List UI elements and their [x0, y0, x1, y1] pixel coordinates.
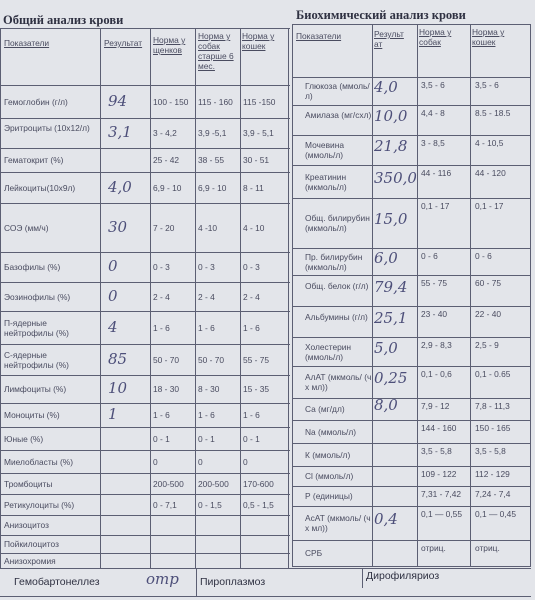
- row-line: [292, 165, 531, 166]
- row-line: [0, 494, 290, 495]
- row-line: [292, 506, 531, 507]
- right-row-norm-dog: 2,9 - 8,3: [421, 340, 452, 350]
- right-row-result: 10,0: [374, 107, 408, 125]
- right-row-name: Cl (ммоль/л): [305, 471, 354, 481]
- left-row-norm-dog: 38 - 55: [198, 155, 225, 165]
- column-line: [150, 28, 151, 568]
- right-row-norm-dog: 3,5 - 5,8: [421, 446, 452, 456]
- left-row-name: Гемоглобин (г/л): [4, 97, 68, 107]
- row-line: [292, 443, 531, 444]
- left-row-norm-dog: 200-500: [198, 479, 229, 489]
- left-row-name: Миелобласты (%): [4, 457, 74, 467]
- left-row-norm-puppy: 0 - 1: [153, 434, 170, 444]
- row-line: [0, 568, 531, 569]
- left-row-result: 85: [108, 350, 128, 368]
- left-row-norm-puppy: 0 - 3: [153, 262, 170, 272]
- right-row-name: Na (ммоль/л): [305, 427, 357, 437]
- row-line: [292, 566, 531, 567]
- left-row-name: С-ядерные нейтрофилы (%): [4, 350, 69, 370]
- right-row-name: Глюкоза (ммоль/л): [305, 81, 370, 101]
- row-line: [0, 148, 290, 149]
- left-row-norm-puppy: 1 - 6: [153, 323, 170, 333]
- left-header-puppy: Норма у щенков: [153, 35, 186, 55]
- right-row-norm-dog: 0 - 6: [421, 251, 438, 261]
- left-row-name: Юные (%): [4, 434, 44, 444]
- left-row-norm-cat: 2 - 4: [243, 292, 260, 302]
- row-line: [0, 535, 290, 536]
- right-header-cat: Норма у кошек: [472, 27, 505, 47]
- right-row-norm-dog: 3 - 8,5: [421, 138, 445, 148]
- row-line: [292, 486, 531, 487]
- right-row-norm-cat: 150 - 165: [475, 423, 511, 433]
- left-row-name: Лимфоциты (%): [4, 384, 67, 394]
- right-row-result: 79,4: [374, 278, 408, 296]
- column-line: [288, 28, 289, 568]
- right-row-norm-dog: 55 - 75: [421, 278, 448, 288]
- row-line: [292, 135, 531, 136]
- row-line: [0, 118, 290, 119]
- row-line: [0, 403, 290, 404]
- row-line: [0, 282, 290, 283]
- left-row-name: Моноциты (%): [4, 410, 60, 420]
- right-row-norm-dog: 3,5 - 6: [421, 80, 445, 90]
- left-row-norm-cat: 170-600: [243, 479, 274, 489]
- row-line: [292, 105, 531, 106]
- left-row-result: 30: [108, 218, 128, 236]
- left-row-name: Гематокрит (%): [4, 155, 64, 165]
- right-header-indicator: Показатели: [296, 31, 342, 41]
- row-line: [292, 420, 531, 421]
- left-row-name: Ретикулоциты (%): [4, 500, 75, 510]
- right-row-norm-cat: 60 - 75: [475, 278, 502, 288]
- left-row-norm-puppy: 25 - 42: [153, 155, 180, 165]
- column-line: [0, 28, 1, 568]
- left-row-norm-cat: 0: [243, 457, 248, 467]
- row-line: [0, 85, 290, 86]
- left-row-norm-dog: 6,9 - 10: [198, 183, 227, 193]
- right-row-norm-dog: 0,1 - 0,6: [421, 369, 452, 379]
- left-row-result: 10: [108, 379, 128, 397]
- right-row-result: 6,0: [374, 249, 398, 267]
- left-header-cat: Норма у кошек: [242, 31, 275, 51]
- left-row-norm-dog: 0 - 1,5: [198, 500, 222, 510]
- row-line: [0, 596, 531, 597]
- right-row-name: АсАТ (мкмоль/ (ч х мл)): [305, 513, 371, 533]
- row-line: [292, 337, 531, 338]
- right-row-name: АлАТ (мкмоль/ (ч х мл)): [305, 372, 372, 392]
- right-row-result: 15,0: [374, 210, 408, 228]
- left-header-dog: Норма у собак старше 6 мес.: [198, 31, 234, 71]
- right-row-norm-cat: 0,1 - 17: [475, 201, 504, 211]
- left-row-name: Пойкилоцитоз: [4, 539, 59, 549]
- left-row-name: П-ядерные нейтрофилы (%): [4, 318, 69, 338]
- right-row-result: 8,0: [374, 396, 398, 414]
- left-row-result: 4: [108, 318, 118, 336]
- left-header-result: Результат: [104, 38, 143, 48]
- left-row-name: Базофилы (%): [4, 262, 61, 272]
- row-line: [0, 172, 290, 173]
- left-row-norm-dog: 4 -10: [198, 223, 218, 233]
- left-row-result: 1: [108, 405, 118, 423]
- right-row-name: Амилаза (мг/схл): [305, 110, 372, 120]
- right-row-norm-cat: 0,1 - 0.65: [475, 369, 511, 379]
- left-row-name: СОЭ (мм/ч): [4, 223, 49, 233]
- row-line: [0, 28, 290, 29]
- hemobartonellosis-label: Гемобартонеллез: [14, 576, 100, 588]
- left-row-norm-puppy: 50 - 70: [153, 355, 180, 365]
- row-line: [292, 466, 531, 467]
- right-row-name: СРБ: [305, 548, 323, 558]
- left-row-norm-puppy: 200-500: [153, 479, 184, 489]
- right-row-norm-cat: отриц.: [475, 543, 500, 553]
- row-line: [0, 252, 290, 253]
- piroplasmosis-label: Пироплазмоз: [200, 576, 266, 588]
- left-row-norm-puppy: 0 - 7,1: [153, 500, 177, 510]
- column-line: [100, 28, 101, 568]
- row-line: [0, 375, 290, 376]
- right-header-result: Результ ат: [374, 29, 404, 49]
- right-row-norm-cat: 112 - 129: [475, 469, 510, 479]
- row-line: [292, 248, 531, 249]
- left-row-norm-dog: 1 - 6: [198, 410, 215, 420]
- row-line: [0, 450, 290, 451]
- row-line: [0, 427, 290, 428]
- row-line: [292, 398, 531, 399]
- right-row-norm-dog: 7,9 - 12: [421, 401, 450, 411]
- left-row-norm-puppy: 7 - 20: [153, 223, 175, 233]
- right-title: Биохимический анализ крови: [296, 8, 466, 22]
- row-line: [0, 311, 290, 312]
- right-row-name: Холестерин (ммоль/л): [305, 342, 352, 362]
- column-line: [195, 28, 196, 568]
- right-header-dog: Норма у собак: [419, 27, 452, 47]
- left-row-norm-puppy: 18 - 30: [153, 384, 180, 394]
- left-row-result: 4,0: [108, 178, 132, 196]
- left-row-norm-cat: 1 - 6: [243, 323, 260, 333]
- left-row-norm-dog: 2 - 4: [198, 292, 215, 302]
- right-row-norm-dog: 44 - 116: [421, 168, 452, 178]
- row-line: [0, 515, 290, 516]
- right-row-norm-cat: 44 - 120: [475, 168, 506, 178]
- right-row-norm-dog: 23 - 40: [421, 309, 448, 319]
- left-row-norm-dog: 50 - 70: [198, 355, 225, 365]
- right-row-norm-cat: 22 - 40: [475, 309, 502, 319]
- right-row-norm-cat: 3,5 - 6: [475, 80, 499, 90]
- right-row-name: Общ. билирубин (мкмоль/л): [305, 213, 370, 233]
- left-row-norm-cat: 0 - 1: [243, 434, 260, 444]
- column-line: [362, 568, 363, 588]
- right-row-result: 5,0: [374, 339, 398, 357]
- right-row-norm-dog: 0,1 — 0,55: [421, 509, 462, 519]
- right-row-norm-dog: 4,4 - 8: [421, 108, 445, 118]
- right-row-name: Са (мг/дл): [305, 404, 345, 414]
- right-row-result: 350,0: [374, 169, 417, 187]
- row-line: [292, 24, 531, 25]
- left-row-norm-dog: 8 - 30: [198, 384, 220, 394]
- left-row-norm-cat: 0,5 - 1,5: [243, 500, 274, 510]
- left-row-result: 3,1: [108, 123, 132, 141]
- right-row-result: 21,8: [374, 137, 408, 155]
- left-row-norm-cat: 4 - 10: [243, 223, 265, 233]
- right-row-norm-cat: 0 - 6: [475, 251, 492, 261]
- right-row-norm-cat: 3,5 - 5,8: [475, 446, 506, 456]
- right-row-norm-cat: 2,5 - 9: [475, 340, 499, 350]
- column-line: [196, 568, 197, 596]
- row-line: [0, 553, 290, 554]
- left-row-norm-dog: 0 - 1: [198, 434, 215, 444]
- left-row-norm-cat: 1 - 6: [243, 410, 260, 420]
- left-row-norm-cat: 115 -150: [243, 97, 276, 107]
- row-line: [0, 203, 290, 204]
- left-row-norm-puppy: 100 - 150: [153, 97, 189, 107]
- left-row-norm-puppy: 6,9 - 10: [153, 183, 182, 193]
- right-row-norm-dog: 109 - 122: [421, 469, 457, 479]
- row-line: [292, 77, 531, 78]
- right-row-norm-dog: отриц.: [421, 543, 446, 553]
- left-row-name: Тромбоциты: [4, 479, 53, 489]
- left-row-norm-dog: 0: [198, 457, 203, 467]
- right-row-name: Общ. белок (г/л): [305, 281, 369, 291]
- left-row-result: 0: [108, 257, 118, 275]
- row-line: [292, 306, 531, 307]
- right-row-name: Альбумины (г/л): [305, 312, 368, 322]
- right-row-norm-cat: 7,24 - 7,4: [475, 489, 511, 499]
- left-row-norm-puppy: 2 - 4: [153, 292, 170, 302]
- row-line: [292, 275, 531, 276]
- right-row-name: К (ммоль/л): [305, 450, 351, 460]
- right-row-name: Пр. билирубин (мкмоль/л): [305, 252, 363, 272]
- left-row-name: Лейкоциты(10x9л): [4, 183, 76, 193]
- row-line: [292, 366, 531, 367]
- left-row-norm-puppy: 0: [153, 457, 158, 467]
- left-row-name: Эритроциты (10x12/л): [4, 123, 90, 133]
- right-row-name: Мочевина (ммоль/л): [305, 140, 344, 160]
- left-row-norm-cat: 0 - 3: [243, 262, 260, 272]
- right-row-name: Креатинин (мкмоль/л): [305, 172, 347, 192]
- right-row-norm-dog: 7,31 - 7,42: [421, 489, 462, 499]
- right-row-result: 25,1: [374, 309, 408, 327]
- left-row-norm-dog: 115 - 160: [198, 97, 233, 107]
- right-row-result: 0,25: [374, 369, 408, 387]
- row-line: [292, 198, 531, 199]
- left-row-norm-dog: 1 - 6: [198, 323, 215, 333]
- left-row-norm-dog: 0 - 3: [198, 262, 215, 272]
- right-row-result: 0,4: [374, 510, 398, 528]
- column-line: [240, 28, 241, 568]
- left-row-norm-dog: 3,9 -5,1: [198, 128, 227, 138]
- left-row-norm-puppy: 3 - 4,2: [153, 128, 177, 138]
- left-header-indicator: Показатели: [4, 38, 50, 48]
- right-row-name: Р (единицы): [305, 491, 353, 501]
- left-row-result: 0: [108, 287, 118, 305]
- left-row-norm-cat: 55 - 75: [243, 355, 270, 365]
- row-line: [292, 540, 531, 541]
- right-row-norm-cat: 8.5 - 18.5: [475, 108, 511, 118]
- left-row-name: Анизохромия: [4, 556, 56, 566]
- row-line: [0, 473, 290, 474]
- left-row-result: 94: [108, 92, 128, 110]
- right-row-norm-dog: 0,1 - 17: [421, 201, 450, 211]
- dirofilariasis-label: Дирофиляриоз: [366, 570, 440, 582]
- hemobartonellosis-result: omp: [146, 570, 179, 588]
- left-row-norm-puppy: 1 - 6: [153, 410, 170, 420]
- left-row-norm-cat: 8 - 11: [243, 183, 264, 193]
- left-row-norm-cat: 15 - 35: [243, 384, 270, 394]
- right-row-norm-dog: 144 - 160: [421, 423, 457, 433]
- left-row-name: Анизоцитоз: [4, 520, 49, 530]
- right-row-norm-cat: 4 - 10,5: [475, 138, 504, 148]
- left-title: Общий анализ крови: [3, 13, 124, 27]
- row-line: [0, 344, 290, 345]
- left-row-norm-cat: 3,9 - 5,1: [243, 128, 274, 138]
- right-row-norm-cat: 7,8 - 11,3: [475, 401, 510, 411]
- right-row-norm-cat: 0,1 — 0,45: [475, 509, 516, 519]
- left-row-name: Эозинофилы (%): [4, 292, 71, 302]
- right-row-result: 4,0: [374, 78, 398, 96]
- left-row-norm-cat: 30 - 51: [243, 155, 270, 165]
